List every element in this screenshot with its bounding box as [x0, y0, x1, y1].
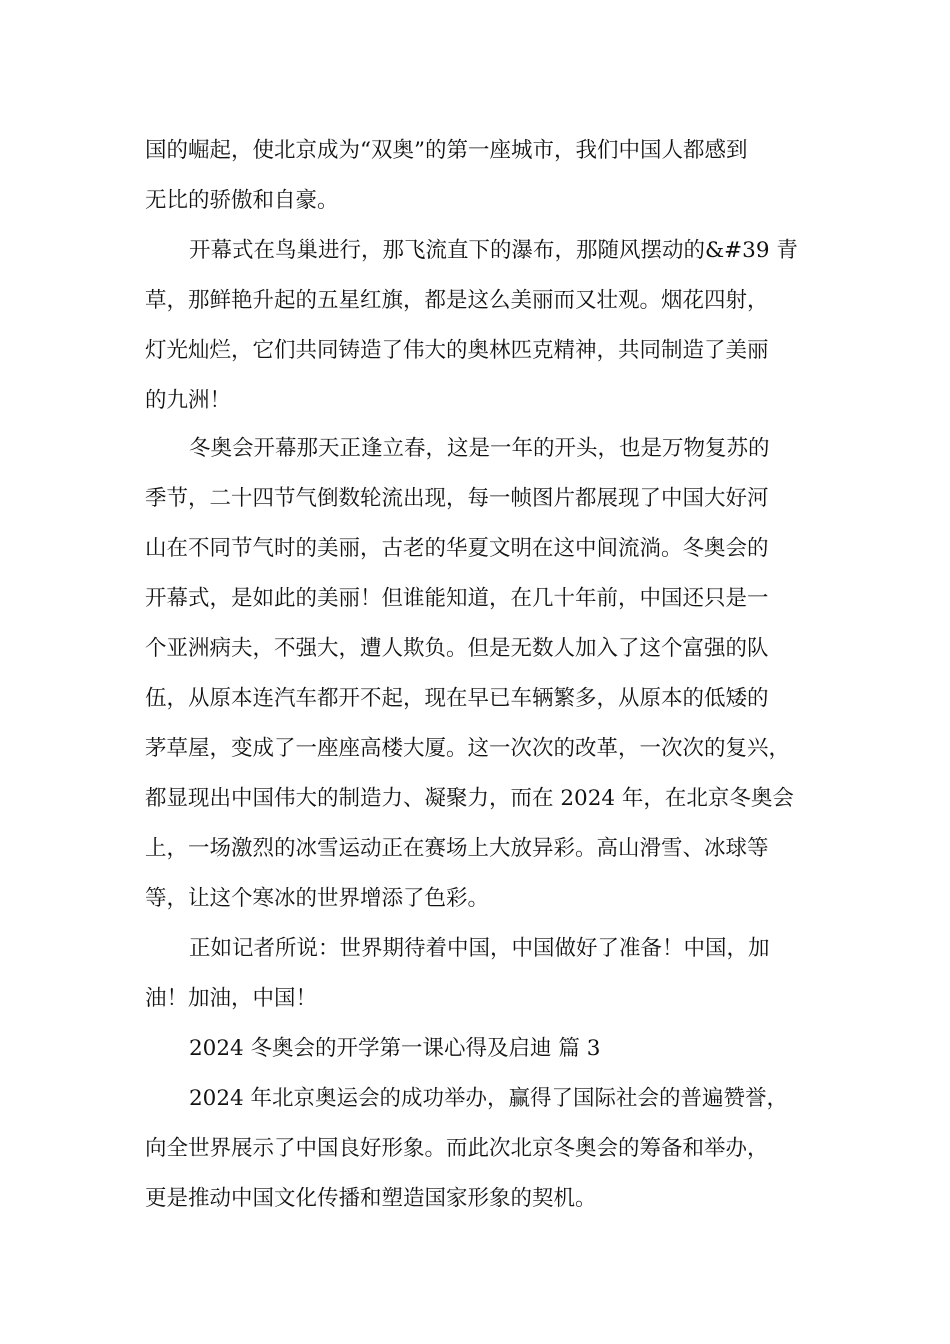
- paragraph-4-line-1: 正如记者所说：世界期待着中国，中国做好了准备！中国，加: [189, 936, 770, 961]
- paragraph-3-line-4: 开幕式，是如此的美丽！但谁能知道，在几十年前，中国还只是一: [145, 586, 769, 611]
- paragraph-3-line-5: 个亚洲病夫，不强大，遭人欺负。但是无数人加入了这个富强的队: [145, 636, 769, 661]
- paragraph-4-line-2: 油！加油，中国！: [145, 986, 318, 1011]
- paragraph-2-line-4: 的九洲！: [145, 388, 232, 413]
- paragraph-2-line-2: 草，那鲜艳升起的五星红旗，都是这么美丽而又壮观。烟花四射，: [145, 288, 769, 313]
- paragraph-3-line-10: 等，让这个寒冰的世界增添了色彩。: [145, 886, 490, 911]
- section-heading: 2024 冬奥会的开学第一课心得及启迪 篇 3: [189, 1036, 601, 1061]
- paragraph-2-line-1: 开幕式在鸟巢进行，那飞流直下的瀑布，那随风摆动的&#39 青: [189, 238, 798, 263]
- paragraph-5-line-2: 向全世界展示了中国良好形象。而此次北京冬奥会的筹备和举办，: [145, 1136, 769, 1161]
- paragraph-3-line-7: 茅草屋，变成了一座座高楼大厦。这一次次的改革，一次次的复兴，: [145, 736, 791, 761]
- paragraph-5-line-1: 2024 年北京奥运会的成功举办，赢得了国际社会的普遍赞誉，: [189, 1086, 789, 1111]
- paragraph-3-line-6: 伍，从原本连汽车都开不起，现在早已车辆繁多，从原本的低矮的: [145, 686, 769, 711]
- paragraph-3-line-3: 山在不同节气时的美丽，古老的华夏文明在这中间流淌。冬奥会的: [145, 536, 769, 561]
- paragraph-3-line-8: 都显现出中国伟大的制造力、凝聚力，而在 2024 年，在北京冬奥会: [145, 786, 794, 811]
- paragraph-5-line-3: 更是推动中国文化传播和塑造国家形象的契机。: [145, 1186, 597, 1211]
- paragraph-1-line-1: 国的崛起，使北京成为“双奥”的第一座城市，我们中国人都感到: [145, 138, 748, 163]
- paragraph-1-line-2: 无比的骄傲和自豪。: [145, 188, 339, 213]
- paragraph-3-line-2: 季节，二十四节气倒数轮流出现，每一帧图片都展现了中国大好河: [145, 486, 769, 511]
- paragraph-3-line-1: 冬奥会开幕那天正逢立春，这是一年的开头，也是万物复苏的: [189, 436, 770, 461]
- paragraph-2-line-3: 灯光灿烂，它们共同铸造了伟大的奥林匹克精神，共同制造了美丽: [145, 338, 769, 363]
- paragraph-3-line-9: 上，一场激烈的冰雪运动正在赛场上大放异彩。高山滑雪、冰球等: [145, 836, 769, 861]
